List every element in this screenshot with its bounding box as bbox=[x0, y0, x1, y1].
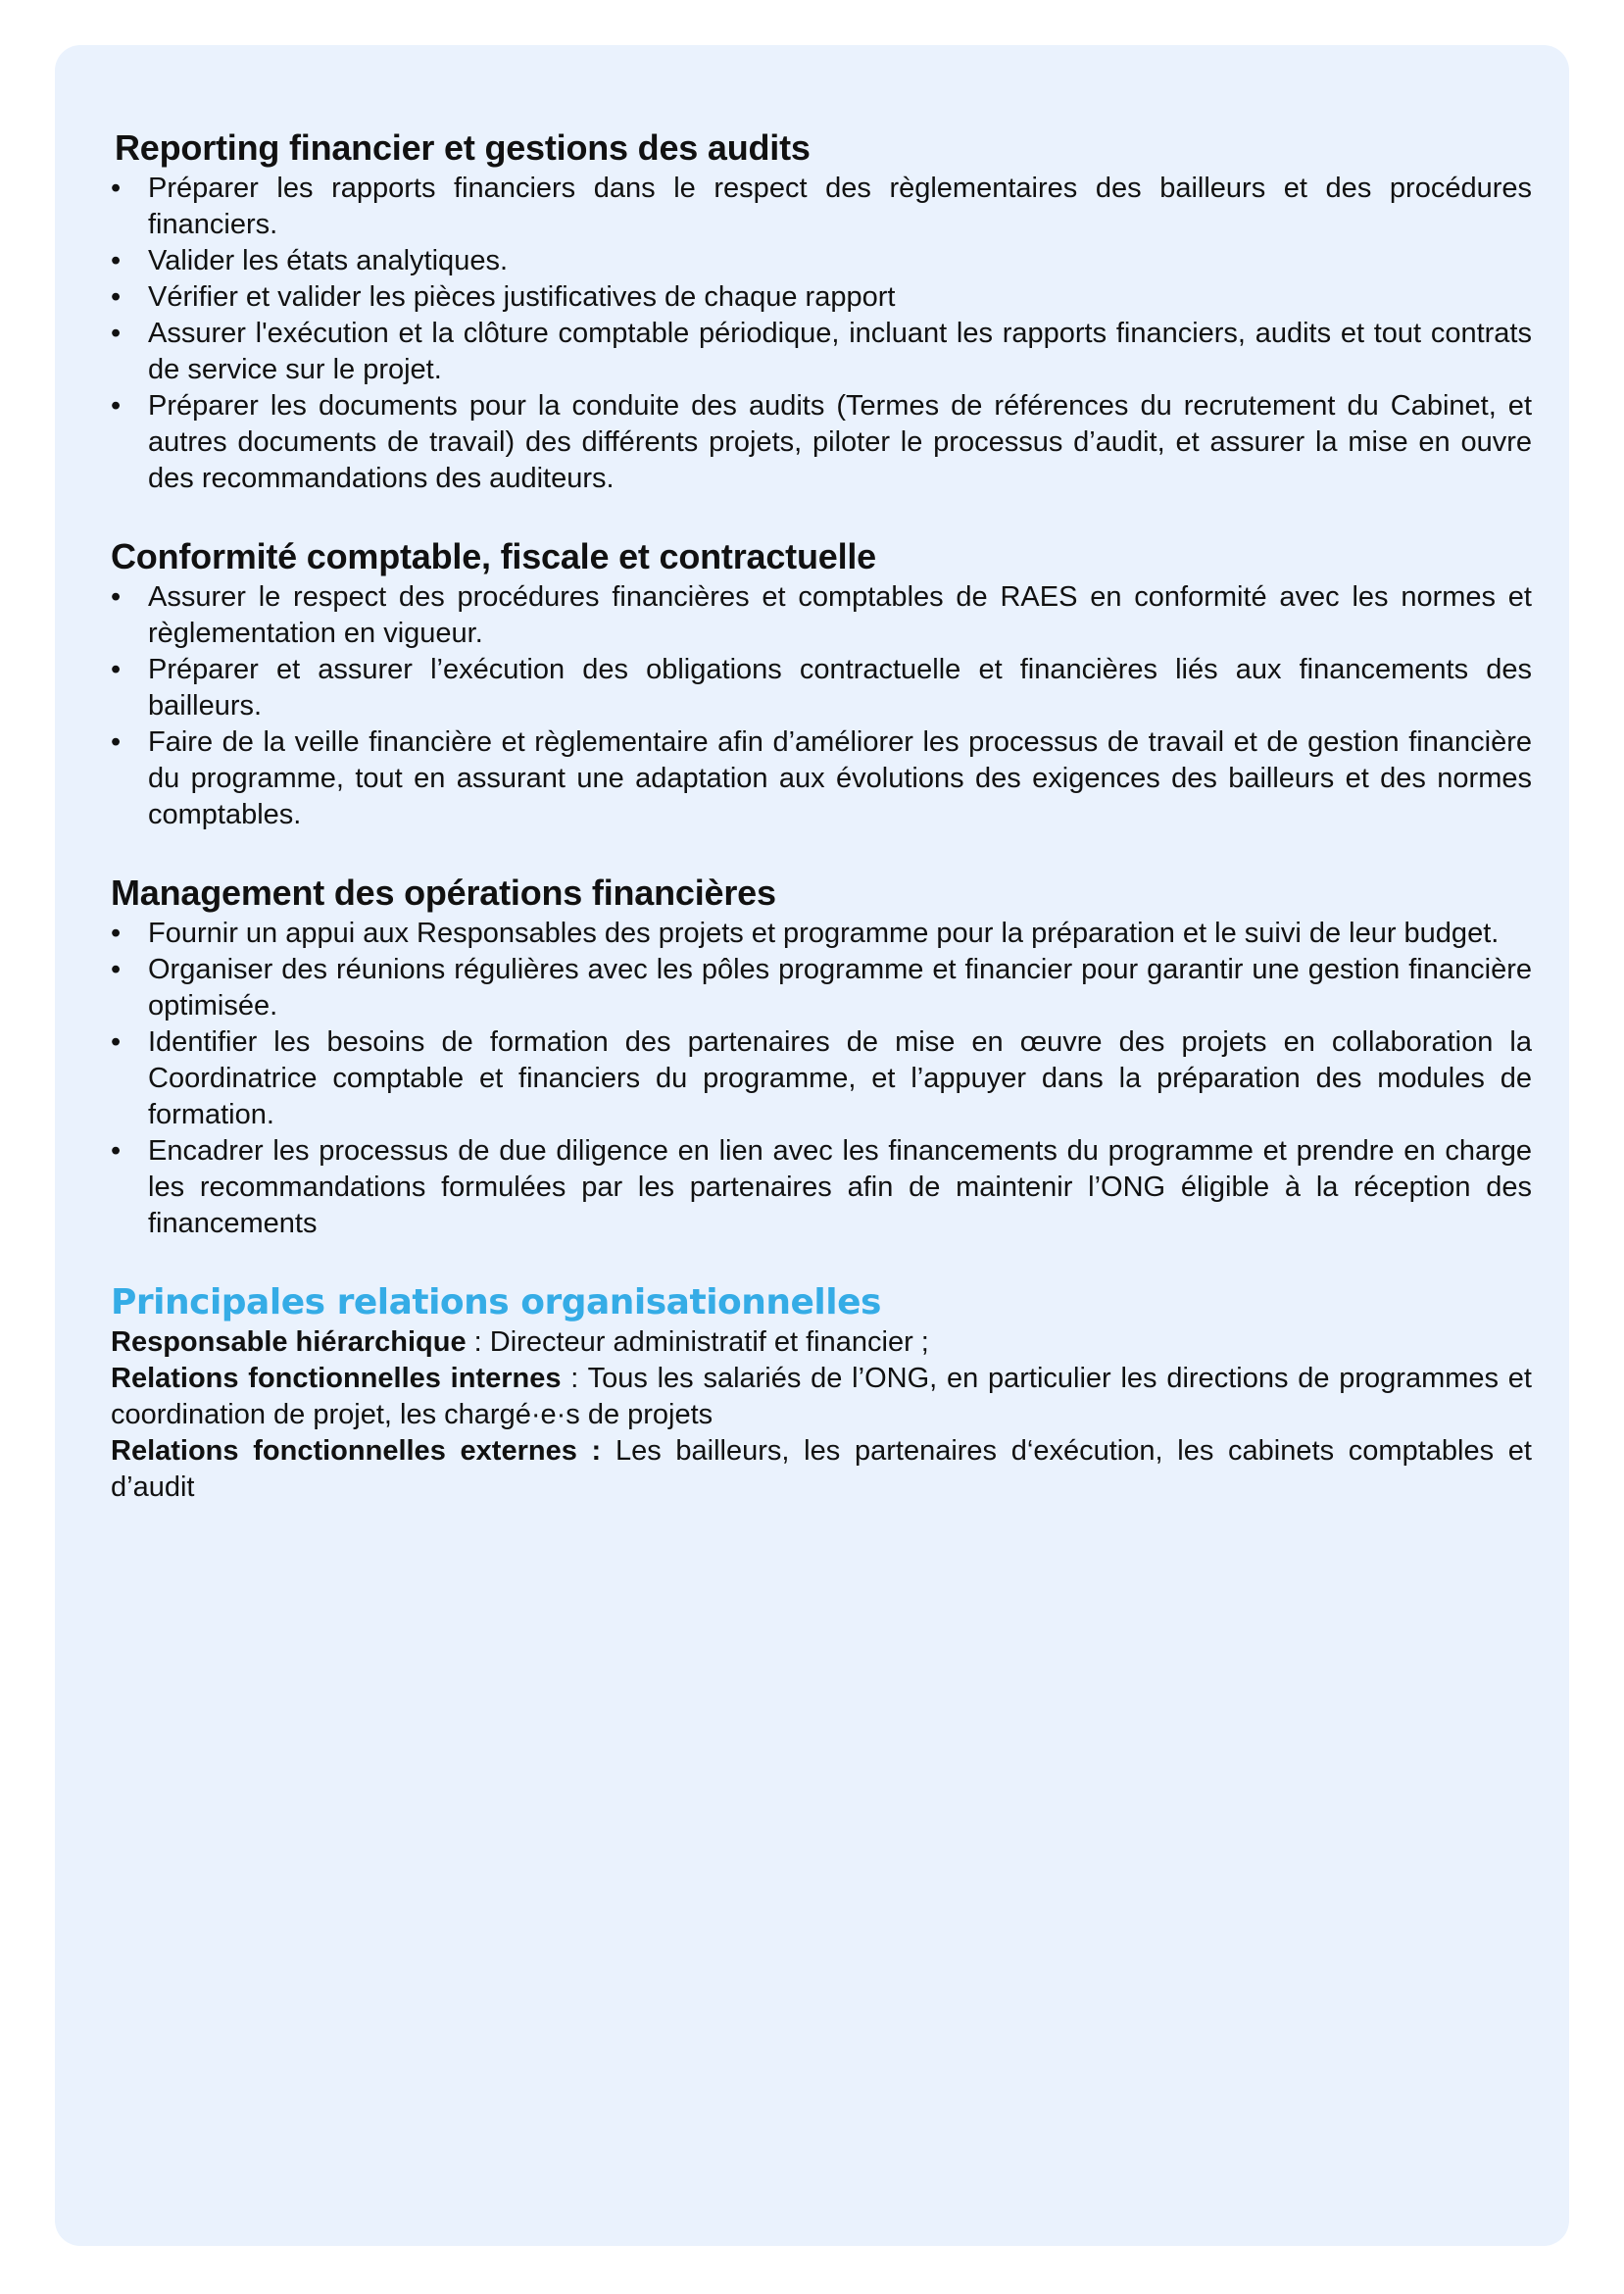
bullet-icon: • bbox=[111, 281, 122, 313]
bullet-list bbox=[111, 916, 1532, 1242]
list-item bbox=[111, 952, 1532, 1024]
bullet-list bbox=[111, 579, 1532, 833]
relation-row-internes bbox=[111, 1361, 1532, 1433]
list-item-text: Assurer l'exécution et la clôture comptable périodique, incluant les rapports financiers, audits et tout contrats de service sur le projet. bbox=[148, 318, 1532, 385]
list-item-text: Fournir un appui aux Responsables des projets et programme pour la préparation et le suivi de leur budget. bbox=[148, 918, 1500, 949]
relation-row-externes bbox=[111, 1433, 1532, 1506]
list-item bbox=[111, 652, 1532, 724]
bullet-list bbox=[111, 171, 1532, 497]
bullet-icon: • bbox=[111, 581, 122, 613]
list-item-text: Faire de la veille financière et règlementaire afin d’améliorer les processus de travail et de gestion financière du programme, tout en assurant une adaptation aux évolutions des exigences des bailleurs et des normes comptables. bbox=[148, 726, 1532, 830]
section-title: Management des opérations financières bbox=[111, 873, 776, 913]
section-relations bbox=[111, 1281, 1532, 1506]
list-item bbox=[111, 1024, 1532, 1133]
section-title: Reporting financier et gestions des audits bbox=[115, 127, 811, 168]
relation-label: Relations fonctionnelles externes : bbox=[111, 1435, 602, 1467]
list-item bbox=[111, 279, 1532, 316]
bullet-icon: • bbox=[111, 318, 122, 349]
section-conformite bbox=[111, 536, 1532, 833]
list-item bbox=[111, 916, 1532, 952]
list-item-text: Préparer les rapports financiers dans le respect des règlementaires des bailleurs et des procédures financiers. bbox=[148, 173, 1532, 240]
list-item-text: Valider les états analytiques. bbox=[148, 245, 509, 276]
relation-separator bbox=[601, 1435, 615, 1467]
section-reporting bbox=[111, 127, 1532, 497]
list-item-text: Organiser des réunions régulières avec les pôles programme et financier pour garantir une gestion financière optimisée. bbox=[148, 954, 1532, 1022]
bullet-icon: • bbox=[111, 954, 122, 985]
relation-value: Les bailleurs, les partenaires d‘exécution, les cabinets comptables et d’audit bbox=[111, 1435, 1532, 1503]
list-item-text: Vérifier et valider les pièces justificatives de chaque rapport bbox=[148, 281, 896, 313]
bullet-icon: • bbox=[111, 918, 122, 949]
bullet-icon: • bbox=[111, 1135, 122, 1167]
section-management bbox=[111, 873, 1532, 1242]
bullet-icon: • bbox=[111, 173, 122, 204]
document-content bbox=[111, 127, 1532, 1506]
list-item-text: Identifier les besoins de formation des partenaires de mise en œuvre des projets en collaboration la Coordinatrice comptable et financiers du programme, et l’appuyer dans la préparation des modules de formation. bbox=[148, 1026, 1532, 1130]
relation-label: Responsable hiérarchique bbox=[111, 1326, 467, 1358]
bullet-icon: • bbox=[111, 245, 122, 276]
relations-title: Principales relations organisationnelles bbox=[111, 1282, 881, 1322]
list-item-text: Encadrer les processus de due diligence en lien avec les financements du programme et prendre en charge les recommandations formulées par les partenaires afin de maintenir l’ONG éligible à la réception des financements bbox=[148, 1135, 1532, 1239]
list-item bbox=[111, 388, 1532, 497]
bullet-icon: • bbox=[111, 654, 122, 685]
list-item bbox=[111, 243, 1532, 279]
relation-row-hierarchique bbox=[111, 1324, 1532, 1361]
list-item-text: Préparer les documents pour la conduite des audits (Termes de références du recrutement du Cabinet, et autres documents de travail) des différents projets, piloter le processus d’audit, et assurer la mise en ouvre des recommandations des auditeurs. bbox=[148, 390, 1532, 494]
list-item bbox=[111, 316, 1532, 388]
relation-value: Tous les salariés de l’ONG, en particulier les directions de programmes et coordination de projet, les chargé·e·s de projets bbox=[111, 1363, 1532, 1430]
relation-separator: : bbox=[561, 1363, 588, 1394]
list-item-text: Préparer et assurer l’exécution des obligations contractuelle et financières liés aux financements des bailleurs. bbox=[148, 654, 1532, 722]
list-item bbox=[111, 1133, 1532, 1242]
bullet-icon: • bbox=[111, 726, 122, 758]
bullet-icon: • bbox=[111, 1026, 122, 1058]
section-title: Conformité comptable, fiscale et contractuelle bbox=[111, 536, 876, 576]
list-item bbox=[111, 579, 1532, 652]
relation-label: Relations fonctionnelles internes bbox=[111, 1363, 562, 1394]
relation-separator: : bbox=[466, 1326, 490, 1358]
list-item bbox=[111, 724, 1532, 833]
relation-value: Directeur administratif et financier ; bbox=[489, 1326, 929, 1358]
list-item-text: Assurer le respect des procédures financières et comptables de RAES en conformité avec les normes et règlementation en vigueur. bbox=[148, 581, 1532, 649]
list-item bbox=[111, 171, 1532, 243]
bullet-icon: • bbox=[111, 390, 122, 422]
